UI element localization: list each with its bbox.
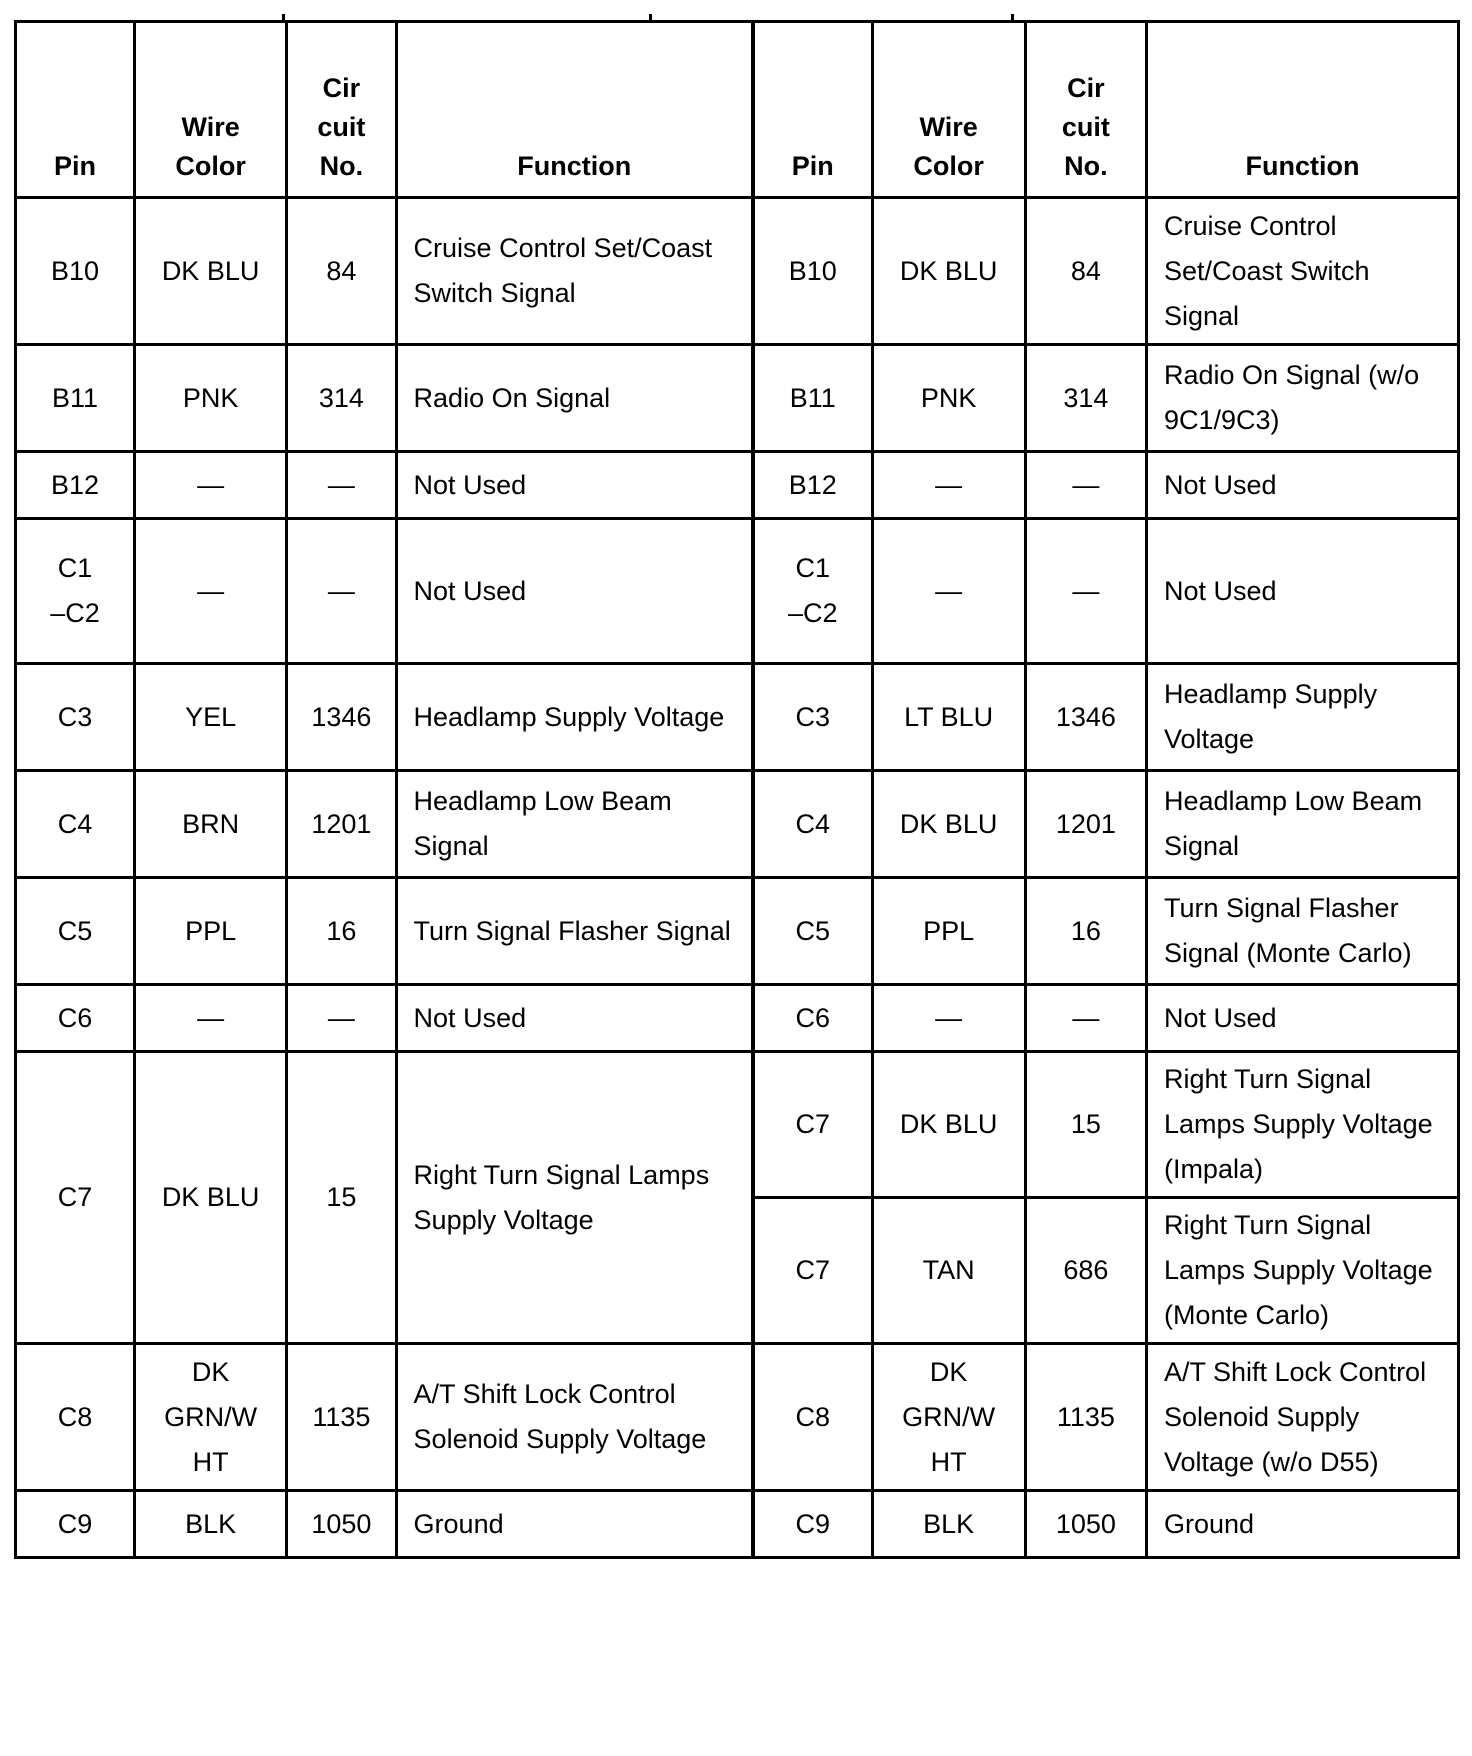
circuit-cell: 686 xyxy=(1025,1198,1146,1344)
function-cell: Not Used xyxy=(1146,985,1458,1052)
circuit-cell: 1346 xyxy=(1025,664,1146,771)
table-row xyxy=(16,345,1459,452)
function-cell: Right Turn Signal Lamps Supply Voltage (Monte Carlo) xyxy=(1146,1198,1458,1344)
function-cell: A/T Shift Lock Control Solenoid Supply Voltage xyxy=(396,1344,753,1491)
pin-cell: B11 xyxy=(16,345,135,452)
table-row xyxy=(16,452,1459,519)
pin-cell: C5 xyxy=(753,878,872,985)
circuit-cell: 84 xyxy=(1025,198,1146,345)
circuit-cell: — xyxy=(287,985,396,1052)
wire-color-cell: DK BLU xyxy=(872,198,1025,345)
circuit-cell: 314 xyxy=(1025,345,1146,452)
header-wire-color: Wire Color xyxy=(872,22,1025,198)
table-row xyxy=(16,1344,1459,1491)
circuit-cell: 1346 xyxy=(287,664,396,771)
function-cell: Headlamp Low Beam Signal xyxy=(1146,771,1458,878)
circuit-cell: — xyxy=(287,519,396,664)
wire-color-cell: DK BLU xyxy=(134,198,286,345)
wire-line: HT xyxy=(930,1446,967,1477)
function-cell: Right Turn Signal Lamps Supply Voltage xyxy=(396,1052,753,1344)
wire-color-cell: — xyxy=(872,452,1025,519)
pin-cell: C3 xyxy=(753,664,872,771)
wire-color-cell xyxy=(134,1344,286,1491)
wire-color-cell: PPL xyxy=(134,878,286,985)
wire-color-cell: YEL xyxy=(134,664,286,771)
pin-cell: C6 xyxy=(753,985,872,1052)
function-cell: Not Used xyxy=(396,519,753,664)
function-cell: Turn Signal Flasher Signal (Monte Carlo) xyxy=(1146,878,1458,985)
circuit-cell: 314 xyxy=(287,345,396,452)
function-cell: Not Used xyxy=(396,452,753,519)
header-function: Function xyxy=(396,22,753,198)
wire-line: GRN/W xyxy=(902,1401,996,1432)
wire-color-cell: TAN xyxy=(872,1198,1025,1344)
function-cell: Radio On Signal (w/o 9C1/9C3) xyxy=(1146,345,1458,452)
circuit-cell: 1201 xyxy=(1025,771,1146,878)
pin-cell: B10 xyxy=(753,198,872,345)
wire-line: GRN/W xyxy=(164,1401,258,1432)
circuit-cell: — xyxy=(1025,985,1146,1052)
table-row xyxy=(16,1052,1459,1198)
function-cell: Turn Signal Flasher Signal xyxy=(396,878,753,985)
circuit-cell: 1201 xyxy=(287,771,396,878)
table-row xyxy=(16,878,1459,985)
header-circuit-no: Cir cuit No. xyxy=(287,22,396,198)
table-row xyxy=(16,1491,1459,1558)
pin-cell: C8 xyxy=(753,1344,872,1491)
header-wire-color: Wire Color xyxy=(134,22,286,198)
wire-color-cell: — xyxy=(134,985,286,1052)
function-cell: Ground xyxy=(396,1491,753,1558)
pin-line: –C2 xyxy=(788,598,838,628)
function-cell: Not Used xyxy=(1146,519,1458,664)
wire-color-cell: BLK xyxy=(872,1491,1025,1558)
wire-color-cell: DK BLU xyxy=(134,1052,286,1344)
function-cell: Headlamp Supply Voltage xyxy=(396,664,753,771)
function-cell: Ground xyxy=(1146,1491,1458,1558)
function-cell: Headlamp Low Beam Signal xyxy=(396,771,753,878)
pin-line: C1 xyxy=(795,553,831,583)
pin-cell xyxy=(753,519,872,664)
wire-color-cell: — xyxy=(134,452,286,519)
pin-cell: C7 xyxy=(753,1052,872,1198)
header-pin: Pin xyxy=(16,22,135,198)
wire-color-cell: PPL xyxy=(872,878,1025,985)
function-cell: Cruise Control Set/Coast Switch Signal xyxy=(1146,198,1458,345)
function-cell: Not Used xyxy=(1146,452,1458,519)
function-cell: Radio On Signal xyxy=(396,345,753,452)
pin-cell: C9 xyxy=(16,1491,135,1558)
pin-line: –C2 xyxy=(50,598,100,628)
header-pin: Pin xyxy=(753,22,872,198)
pin-cell: B12 xyxy=(16,452,135,519)
wire-color-cell: LT BLU xyxy=(872,664,1025,771)
circuit-cell: 1135 xyxy=(1025,1344,1146,1491)
wire-color-cell: PNK xyxy=(134,345,286,452)
connector-pin-table-container xyxy=(14,20,1460,1559)
pin-cell: C4 xyxy=(753,771,872,878)
pin-cell: C7 xyxy=(16,1052,135,1344)
function-cell: Right Turn Signal Lamps Supply Voltage (Impala) xyxy=(1146,1052,1458,1198)
pin-cell: C7 xyxy=(753,1198,872,1344)
wire-color-cell: — xyxy=(872,519,1025,664)
header-function: Function xyxy=(1146,22,1458,198)
function-cell: A/T Shift Lock Control Solenoid Supply Voltage (w/o D55) xyxy=(1146,1344,1458,1491)
pin-cell: B10 xyxy=(16,198,135,345)
pin-line: C1 xyxy=(57,553,93,583)
header-circuit-no: Cir cuit No. xyxy=(1025,22,1146,198)
table-row xyxy=(16,519,1459,664)
wire-color-cell: DK BLU xyxy=(872,1052,1025,1198)
circuit-cell: 84 xyxy=(287,198,396,345)
pin-cell: C8 xyxy=(16,1344,135,1491)
circuit-cell: 1135 xyxy=(287,1344,396,1491)
pin-cell: B11 xyxy=(753,345,872,452)
function-cell: Cruise Control Set/Coast Switch Signal xyxy=(396,198,753,345)
function-cell: Not Used xyxy=(396,985,753,1052)
wire-line: DK xyxy=(191,1356,230,1387)
pin-cell: C6 xyxy=(16,985,135,1052)
circuit-cell: 16 xyxy=(287,878,396,985)
wire-line: HT xyxy=(192,1446,229,1477)
circuit-cell: 16 xyxy=(1025,878,1146,985)
circuit-cell: 1050 xyxy=(1025,1491,1146,1558)
pin-cell: C9 xyxy=(753,1491,872,1558)
wire-color-cell: BRN xyxy=(134,771,286,878)
circuit-cell: — xyxy=(1025,452,1146,519)
pin-cell xyxy=(16,519,135,664)
function-cell: Headlamp Supply Voltage xyxy=(1146,664,1458,771)
table-row xyxy=(16,198,1459,345)
connector-pin-table xyxy=(14,20,1460,1559)
wire-color-cell: DK BLU xyxy=(872,771,1025,878)
table-row xyxy=(16,771,1459,878)
circuit-cell: — xyxy=(287,452,396,519)
table-row xyxy=(16,985,1459,1052)
table-row xyxy=(16,664,1459,771)
header-row xyxy=(16,22,1459,198)
wire-color-cell: — xyxy=(134,519,286,664)
wire-color-cell xyxy=(872,1344,1025,1491)
pin-cell: B12 xyxy=(753,452,872,519)
circuit-cell: 15 xyxy=(1025,1052,1146,1198)
circuit-cell: 15 xyxy=(287,1052,396,1344)
pin-cell: C5 xyxy=(16,878,135,985)
pin-cell: C4 xyxy=(16,771,135,878)
wire-color-cell: PNK xyxy=(872,345,1025,452)
circuit-cell: — xyxy=(1025,519,1146,664)
wire-color-cell: — xyxy=(872,985,1025,1052)
circuit-cell: 1050 xyxy=(287,1491,396,1558)
wire-color-cell: BLK xyxy=(134,1491,286,1558)
pin-cell: C3 xyxy=(16,664,135,771)
wire-line: DK xyxy=(929,1356,968,1387)
